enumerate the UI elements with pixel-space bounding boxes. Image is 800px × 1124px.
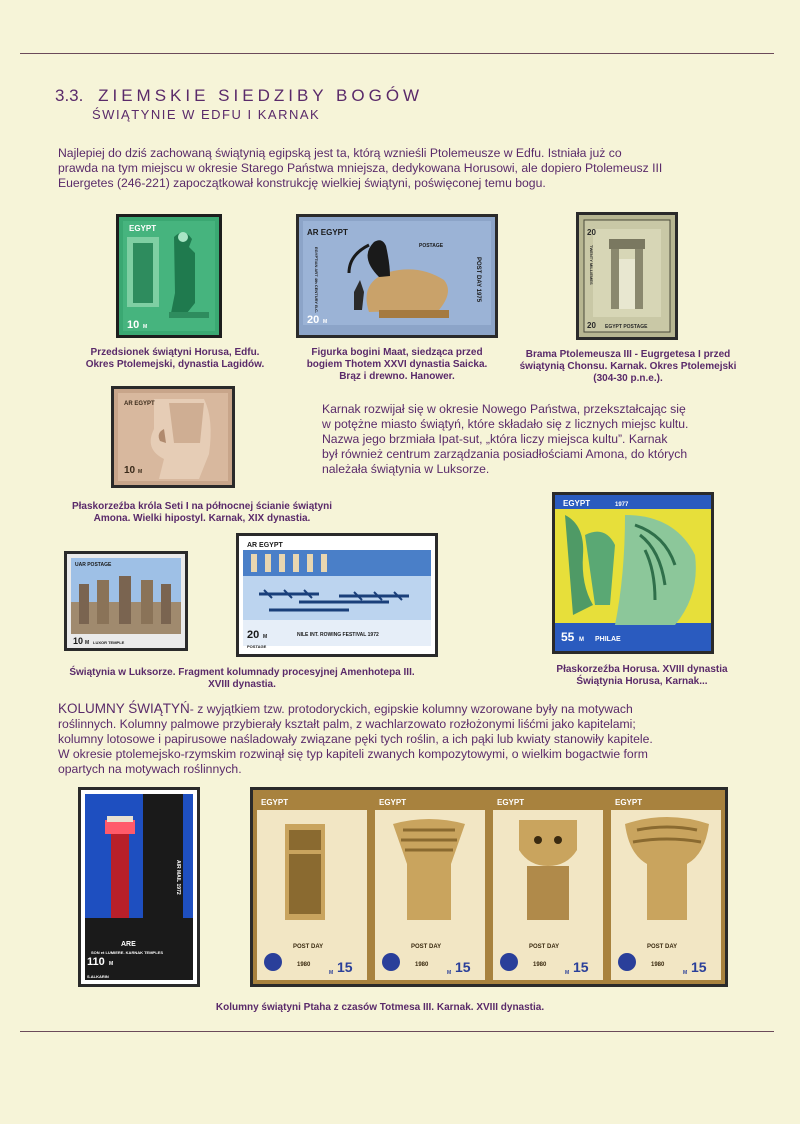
post-day-3-value: 15 — [573, 959, 589, 975]
top-rule — [20, 53, 774, 54]
stamp-rowing-festival — [236, 533, 438, 657]
section-title — [55, 86, 423, 106]
relief-stamp-year: 1977 — [615, 502, 629, 508]
karnak-line: w potężne miasto świątyń, które składało się z licznych miejsc kultu. — [322, 417, 689, 431]
maat-stamp-sub: POSTAGE — [419, 243, 444, 249]
karnak-line: był również centrum zarządzania posiadłościami Amona, do których — [322, 447, 688, 461]
stamp-maat — [296, 214, 498, 338]
stamp-airmail-karnak — [78, 787, 200, 987]
caption-line: świątynią Chonsu. Karnak. Okres Ptolemejski — [519, 361, 737, 372]
caption-line: bogiem Thotem XXVI dynastia Saicka. — [306, 359, 488, 370]
columns-paragraph — [58, 701, 768, 777]
luxor-stamp-unit: M — [85, 640, 90, 646]
luxor-stamp-value: 10 — [73, 636, 84, 646]
post-day-stamp-4 — [611, 794, 721, 980]
rowing-stamp-country: AR EGYPT — [247, 542, 283, 549]
post-day-3-unit: M — [565, 970, 570, 976]
relief-stamp-value: 55 — [561, 630, 575, 644]
post-day-stamp-3 — [493, 794, 603, 980]
section-number: 3.3. — [55, 86, 84, 105]
maat-stamp-side: POST DAY 1975 — [475, 257, 481, 303]
relief-stamp-unit: M — [579, 637, 584, 643]
seti-stamp-art — [114, 389, 232, 485]
caption-horus-relief — [522, 664, 762, 688]
caption-line: Płaskorzeźba Horusa. XVIII dynastia — [556, 664, 728, 675]
luxor-stamp-art — [67, 554, 185, 648]
rowing-stamp-sub: POSTAGE — [247, 644, 267, 649]
post-day-4-year: 1980 — [651, 962, 665, 968]
karnak-line: Karnak rozwijał się w okresie Nowego Państwa, przekształcając się — [322, 402, 686, 416]
post-day-3-title: POST DAY — [529, 944, 560, 950]
relief-stamp-country: EGYPT — [563, 499, 591, 508]
intro-line: Najlepiej do dziś zachowaną świątynią egipską jest ta, którą wznieśli Ptolemeusze w Edfu. Istniała już co — [58, 146, 622, 160]
airmail-stamp-label: SON et LUMIERE. KARNAK TEMPLES — [91, 950, 164, 955]
airmail-stamp-art — [81, 790, 197, 984]
post-day-strip-art — [253, 790, 725, 984]
stamp-horus-relief — [552, 492, 714, 654]
post-day-1-title: POST DAY — [293, 944, 324, 950]
karnak-line: należała świątynia w Luksorze. — [322, 462, 490, 476]
rowing-stamp-label: NILE INT. ROWING FESTIVAL 1972 — [297, 632, 379, 638]
horus-stamp-country: EGYPT — [129, 224, 157, 233]
columns-line: roślinnych. Kolumny palmowe przybierały kształt palm, z wachlarzowato rozłożonymi liśćmi jako kapitelami; — [58, 717, 636, 731]
stamp-ptolemy-gate — [576, 212, 678, 340]
gate-stamp-art — [579, 215, 675, 337]
post-day-4-country: EGYPT — [615, 798, 643, 807]
stamp-strip-post-day — [250, 787, 728, 987]
caption-line: (304-30 p.n.e.). — [593, 373, 663, 384]
caption-seti — [52, 501, 352, 525]
airmail-stamp-unit: M — [109, 961, 114, 967]
section-subtitle: ŚWIĄTYNIE W EDFU I KARNAK — [92, 107, 321, 122]
seti-stamp-unit: M — [138, 469, 143, 475]
stamp-luxor — [64, 551, 188, 651]
rowing-stamp-unit: M — [263, 634, 268, 640]
karnak-line: Nazwa jego brzmiała Ipat-sut, „która liczy miejsca kultu”. Karnak — [322, 432, 668, 446]
caption-line: Płaskorzeźba króla Seti I na północnej ścianie świątyni — [71, 501, 333, 512]
columns-line: opartych na motywach roślinnych. — [58, 762, 242, 776]
intro-line: Euergetes (246-221) zapoczątkował konstrukcję wielkiej świątyni, poświęconej temu bogu. — [58, 176, 546, 190]
airmail-stamp-country: ARE — [121, 941, 136, 948]
caption-horus-pylon — [75, 347, 275, 371]
post-day-1-year: 1980 — [297, 962, 311, 968]
maat-stamp-unit: M — [323, 319, 328, 325]
post-day-3-country: EGYPT — [497, 798, 525, 807]
post-day-2-value: 15 — [455, 959, 471, 975]
caption-line: XVIII dynastia. — [208, 679, 276, 690]
post-day-stamp-2 — [375, 794, 485, 980]
karnak-paragraph — [322, 402, 762, 477]
post-day-4-unit: M — [683, 970, 688, 976]
airmail-stamp-artist: S.ALKARIN — [87, 974, 109, 979]
horus-stamp-value: 10 — [127, 319, 140, 331]
gate-stamp-bottom-label: EGYPT POSTAGE — [605, 324, 648, 330]
post-day-3-year: 1980 — [533, 962, 547, 968]
seti-stamp-value: 10 — [124, 465, 136, 476]
bottom-rule — [20, 1031, 774, 1032]
intro-paragraph — [58, 146, 758, 191]
airmail-stamp-value: 110 — [87, 956, 105, 968]
airmail-stamp-side: AIR MAIL 1972 — [175, 860, 181, 895]
columns-line-text: - z wyjątkiem tzw. protodoryckich, egipskie kolumny wzorowane były na motywach — [189, 702, 633, 716]
columns-lead: KOLUMNY ŚWIĄTYŃ — [58, 701, 190, 716]
maat-stamp-art — [299, 217, 495, 335]
caption-line: Amona. Wielki hipostyl. Karnak, XIX dynastia. — [93, 513, 311, 524]
caption-gate — [506, 349, 750, 385]
stamp-horus-pylon — [116, 214, 222, 338]
luxor-stamp-country: UAR POSTAGE — [75, 562, 112, 568]
post-day-1-country: EGYPT — [261, 798, 289, 807]
caption-line: Przedsionek świątyni Horusa, Edfu. — [90, 347, 260, 358]
post-day-1-value: 15 — [337, 959, 353, 975]
seti-stamp-country: AR EGYPT — [124, 401, 155, 407]
gate-stamp-value-top: 20 — [587, 228, 596, 237]
post-day-1-unit: M — [329, 970, 334, 976]
caption-line: Świątynia w Luksorze. Fragment kolumnady procesyjnej Amenhotepa III. — [69, 667, 415, 678]
post-day-4-value: 15 — [691, 959, 707, 975]
luxor-stamp-label: LUXOR TEMPLE — [93, 640, 125, 645]
post-day-2-unit: M — [447, 970, 452, 976]
columns-line: kolumny lotosowe i papirusowe naśladowały związane pęki tych roślin, a ich pąki lub kwiaty stanowiły kapitele. — [58, 732, 653, 746]
caption-ptah-columns: Kolumny świątyni Ptaha z czasów Totmesa III. Karnak. XVIII dynastia. — [215, 1002, 545, 1013]
stamp-seti — [111, 386, 235, 488]
post-day-2-title: POST DAY — [411, 944, 442, 950]
rowing-stamp-value: 20 — [247, 629, 260, 641]
caption-line: Brama Ptolemeusza III - Eugrgetesa I przed — [525, 349, 731, 360]
caption-line: Brąz i drewno. Hanower. — [339, 371, 455, 382]
gate-stamp-side: TWENTY MILLIEMES — [589, 245, 594, 285]
rowing-stamp-art — [239, 536, 435, 654]
post-day-2-country: EGYPT — [379, 798, 407, 807]
caption-line: Figurka bogini Maat, siedząca przed — [311, 347, 483, 358]
maat-stamp-left: EGYPTIAN ART 4th CENTURY B.C. — [314, 247, 319, 314]
relief-stamp-art — [555, 495, 711, 651]
horus-stamp-unit: M — [143, 324, 148, 330]
caption-maat — [282, 347, 512, 383]
post-day-2-year: 1980 — [415, 962, 429, 968]
caption-luxor — [52, 667, 432, 691]
post-day-4-title: POST DAY — [647, 944, 678, 950]
maat-stamp-value: 20 — [307, 314, 320, 326]
relief-stamp-label: PHILAE — [595, 636, 621, 643]
horus-stamp-art — [119, 217, 219, 335]
maat-stamp-country: AR EGYPT — [307, 228, 348, 237]
gate-stamp-value-bottom: 20 — [587, 321, 596, 330]
intro-line: prawda na tym miejscu w okresie Starego Państwa mniejsza, dedykowana Horusowi, ale dopiero Ptolemeusz III — [58, 161, 663, 175]
columns-line: W okresie ptolemejsko-rzymskim rozwinął się typ kapiteli zwanych kompozytowymi, o wielkim bogactwie form — [58, 747, 648, 761]
section-title-text: ZIEMSKIE SIEDZIBY BOGÓW — [98, 86, 424, 105]
columns-line — [58, 701, 768, 717]
post-day-stamp-1 — [257, 794, 367, 980]
caption-line: Świątynia Horusa, Karnak... — [576, 676, 708, 687]
caption-line: Okres Ptolemejski, dynastia Lagidów. — [85, 359, 265, 370]
